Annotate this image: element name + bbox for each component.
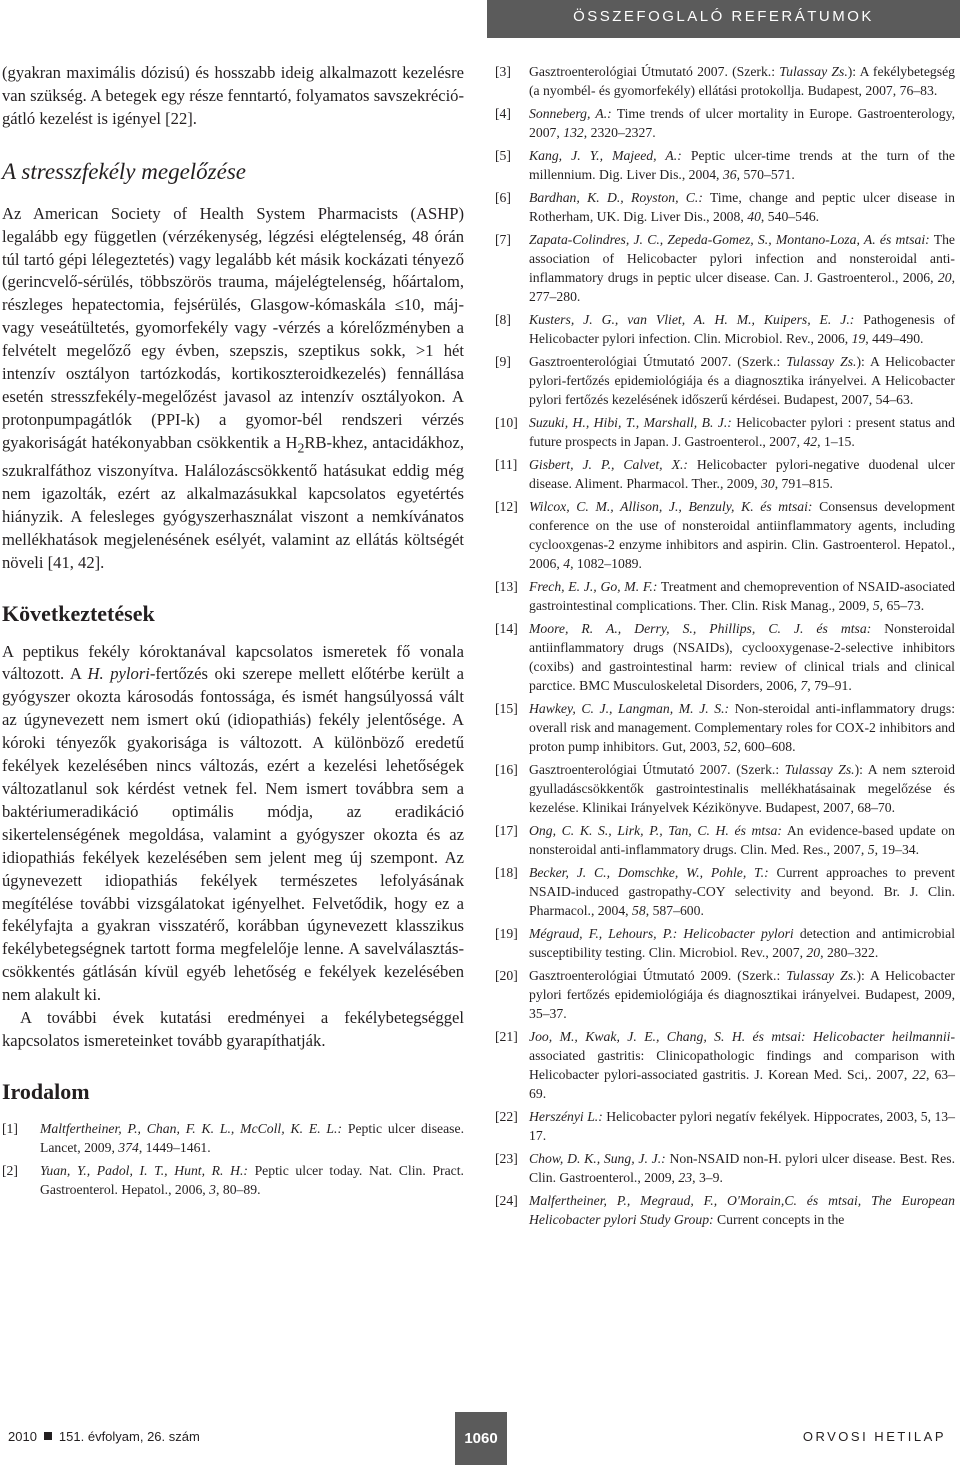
reference-number: [10]: [495, 415, 518, 430]
reference-number: [20]: [495, 968, 518, 983]
reference-number: [8]: [495, 312, 511, 327]
subscript: 2: [297, 440, 305, 456]
footer-year: 2010: [8, 1429, 37, 1444]
section-title-references: Irodalom: [2, 1078, 90, 1104]
reference-text: Consensus development conference on the use of nonsteroidal antiinflammatory agents, including cyclooxgenas-2 enzyme inhibitors and aspirin. Clin. Gastroenterol. Hepatol., 2006,: [529, 499, 955, 571]
reference-number: [19]: [495, 926, 518, 941]
reference-number: [13]: [495, 579, 518, 594]
reference-item: [495, 62, 955, 100]
reference-authors: Bardhan, K. D., Royston, C.:: [529, 190, 703, 205]
reference-item: [495, 104, 955, 142]
reference-text: Helicobacter pylori negatív fekélyek. Hippocrates, 2003, 5, 13–17.: [529, 1109, 955, 1143]
reference-text: Current concepts in the: [713, 1212, 845, 1227]
reference-prefix: Gasztroenterológiai Útmutató 2007. (Szerk.:: [529, 762, 785, 777]
reference-text: Pathogenesis of Helicobacter pylori infection. Clin. Microbiol. Rev., 2006,: [529, 312, 956, 346]
reference-volume: 3: [209, 1181, 216, 1197]
reference-number: [24]: [495, 1193, 518, 1208]
reference-authors: Sonneberg, A.:: [529, 106, 612, 121]
page-footer: [0, 1412, 960, 1465]
reference-text: The association of Helicobacter pylori infection and nonsteroidal anti-inflammatory drugs in peptic ulcer disease. Can. J. Gastroenterol., 2006,: [529, 232, 955, 285]
reference-item: [495, 966, 955, 1023]
section-header-title: ÖSSZEFOGLALÓ REFERÁTUMOK: [573, 8, 874, 25]
reference-authors: Kusters, J. G., van Vliet, A. H. M., Kuipers, E. J.:: [529, 312, 855, 327]
reference-text: Non-steroidal anti-inflammatory drugs: overall risk and management. Complementary roles for COX-2 inhibitors and proton pump inhibitors. Gut, 2003,: [529, 701, 955, 754]
reference-list-left: [2, 1119, 464, 1199]
reference-number: [11]: [495, 457, 518, 472]
reference-volume: 20: [806, 945, 821, 960]
reference-pages: , 65–73.: [879, 598, 925, 613]
reference-item: [495, 924, 955, 962]
reference-item: [495, 863, 955, 920]
reference-authors: Chow, D. K., Sung, J. J.:: [529, 1151, 666, 1166]
reference-pages: , 449–490.: [865, 331, 924, 346]
reference-prefix: Gasztroenterológiai Útmutató 2007. (Szerk.:: [529, 64, 780, 79]
reference-volume: 4: [563, 556, 571, 571]
reference-volume: 132: [563, 125, 584, 140]
reference-volume: 36: [722, 167, 737, 182]
reference-volume: 23: [678, 1170, 693, 1185]
reference-pages: , 540–546.: [760, 209, 820, 224]
reference-authors: Becker, J. C., Domschke, W., Pohle, T.:: [529, 865, 769, 880]
reference-text: Current approaches to prevent NSAID-induced gastropathy-COY selectivity and beyond. Br. J. Clin. Pharmacol., 2004,: [529, 865, 955, 918]
page-number: 1060: [455, 1412, 507, 1465]
reference-text: -associated gastritis: Clinicopathologic findings and comparison with Helicobacter pylori-associated gastritis. J. Korean Med. Sci,. 2007,: [529, 1029, 955, 1082]
reference-number: [17]: [495, 823, 518, 838]
reference-number: [22]: [495, 1109, 518, 1124]
section-title-conclusions: Következtetések: [2, 600, 155, 626]
reference-item: [495, 352, 955, 409]
reference-text: ): A Helicobacter pylori fertőzés epidemiológiája és diagnosztikai irányelvei. Budapest, 2009, 35–37.: [529, 968, 955, 1021]
reference-text: Time trends of ulcer mortality in Europe. Gastroenterology, 2007,: [529, 106, 955, 140]
reference-item: [495, 188, 955, 226]
reference-authors: Mégraud, F., Lehours, P.: Helicobacter pylori: [529, 926, 794, 941]
reference-authors: Ong, C. K. S., Lirk, P., Tan, C. H. és mtsa:: [529, 823, 782, 838]
section-title-stress-ulcer: A stresszfekély megelőzése: [2, 158, 246, 184]
reference-pages: , 19–34.: [874, 842, 920, 857]
conclusions-paragraph: [2, 641, 464, 1008]
reference-item: [495, 146, 955, 184]
reference-number: [18]: [495, 865, 518, 880]
reference-text: Peptic ulcer today. Nat. Clin. Pract. Gastroenterol. Hepatol., 2006,: [40, 1162, 464, 1197]
left-column: [2, 62, 464, 1203]
reference-list-right: [495, 62, 955, 1229]
right-column: [495, 62, 955, 1233]
reference-item: [495, 1191, 955, 1229]
reference-volume: 5: [867, 842, 875, 857]
reference-authors: Kang, J. Y., Majeed, A.:: [529, 148, 682, 163]
reference-volume: 374: [118, 1139, 139, 1155]
reference-pages: , 600–608.: [737, 739, 796, 754]
reference-authors: Tulassay Zs.: [786, 968, 857, 983]
reference-pages: , 570–571.: [736, 167, 795, 182]
reference-item: [495, 497, 955, 573]
reference-item: [495, 230, 955, 306]
conclusions-text-b: -fertőzés oki szerepe mellett előtérbe került a gyógyszer okozta károsodás fontossága, és ismét hangsúlyossá vált az úgynevezett nem ismert okú (idiopathiás) fekély jelentősége. A kóroki tényezők gyakorisága is változott. A különböző eredetű fekélyek kezelésében nincs változás, ezért a kezelési lehetőségek változatlanul sok kérdést vetnek fel. Nem ismert továbbra sem a baktériumeradikáció optimális módja, az eradikáció sikertelenségének megoldása, valamint a gyógyszer okozta és az idiopathiás fekélyek kezelésében sem jelent meg új szempont. Az úgynevezett idiopathiás fekélyek természetes lefolyásának megítélése további vizsgálatokat igényelhet. Felvetődik, hogy ez a fekélyfajta a gyakran visszatérő, korábban úgynevezett klasszikus fekélybetegségnek tartott forma megfelelője lenne. A savelválasztás-csökkentés gátlásán kívül egyéb lehetőség e fekélyek kezelésében nem alakult ki.: [2, 664, 464, 1005]
reference-authors: Herszényi L.:: [529, 1109, 603, 1124]
reference-authors: Joo, M., Kwak, J. E., Chang, S. H. és mtsai: Helicobacter heilmannii: [529, 1029, 951, 1044]
reference-volume: 19: [851, 331, 866, 346]
reference-item: [495, 1149, 955, 1187]
reference-authors: Yuan, Y., Padol, I. T., Hunt, R. H.:: [40, 1162, 248, 1178]
reference-pages: , 1082–1089.: [570, 556, 642, 571]
reference-pages: , 280–322.: [820, 945, 879, 960]
footer-issue-info: [8, 1429, 200, 1444]
reference-volume: 58: [632, 903, 646, 918]
reference-text: An evidence-based update on nonsteroidal anti-inflammatory drugs. Clin. Med. Res., 2007,: [529, 823, 955, 857]
reference-item: [495, 1027, 955, 1103]
reference-prefix: Gasztroenterológiai Útmutató 2007. (Szerk.:: [529, 354, 787, 369]
stress-ulcer-paragraph: [2, 203, 464, 575]
reference-pages: , 80–89.: [216, 1181, 261, 1197]
reference-item: [495, 413, 955, 451]
reference-number: [14]: [495, 621, 518, 636]
reference-number: [6]: [495, 190, 511, 205]
reference-number: [16]: [495, 762, 518, 777]
reference-text: Peptic ulcer-time trends at the turn of the millennium. Dig. Liver Dis., 2004,: [529, 148, 955, 182]
footer-issue: 151. évfolyam, 26. szám: [58, 1429, 200, 1444]
reference-prefix: Gasztroenterológiai Útmutató 2009. (Szerk.:: [529, 968, 787, 983]
reference-pages: , 587–600.: [645, 903, 704, 918]
conclusions-paragraph-2: A további évek kutatási eredményei a fekélybetegséggel kapcsolatos ismereteinket tovább gyarapíthatják.: [2, 1008, 464, 1050]
reference-pages: , 63–69.: [529, 1067, 955, 1101]
reference-item: [495, 577, 955, 615]
reference-text: ): A Helicobacter pylori-fertőzés epidemiológiája és a diagnosztika irányelvei. A Helicobacter pylori fertőzés kezelésének időszerű kérdései. Budapest, 2007, 54–63.: [529, 354, 955, 407]
reference-number: [23]: [495, 1151, 518, 1166]
reference-authors: Moore, R. A., Derry, S., Phillips, C. J. és mtsa:: [529, 621, 872, 636]
reference-volume: 40: [747, 209, 761, 224]
reference-text: Nonsteroidal antiinflammatory drugs (NSAIDs), cyclooxygenase-2-selective inhibitors (coxibs) and gastrointestinal harm: review of clinical trials and clinical parctice. BMC Musculoskeletal Disorders, 2006,: [529, 621, 955, 693]
reference-volume: 30: [761, 476, 775, 491]
page-header: [0, 0, 960, 38]
reference-pages: , 277–280.: [529, 270, 955, 304]
reference-volume: 42: [803, 434, 818, 449]
reference-volume: 5: [872, 598, 880, 613]
reference-pages: , 79–91.: [807, 678, 852, 693]
stress-ulcer-text-b: RB-khez, antacidákhoz, szukralfáthoz viszonyítva. Halálozáscsökkentő hatásukat eddig még nem igazolták, ezért az alkalmazásukkal kapcsolatos egyetértés hiányzik. A felesleges gyógyszerhasználat viszont a nemkívánatos mellékhatások megjelenésének esélyét, valamint az ellátás költségét növeli [41, 42].: [2, 432, 464, 572]
reference-number: [21]: [495, 1029, 518, 1044]
reference-number: [4]: [495, 106, 511, 121]
reference-volume: 20: [937, 270, 952, 285]
intro-paragraph: (gyakran maximális dózisú) és hosszabb ideig alkalmazott kezelésre van szükség. A betegek egy része fenntartó, folyamatos savszekréció-gátló kezelést is igényel [22].: [2, 63, 464, 128]
reference-authors: Frech, E. J., Go, M. F.:: [529, 579, 658, 594]
reference-item: [495, 699, 955, 756]
reference-text: Time, change and peptic ulcer disease in Rotherham, UK. Dig. Liver Dis., 2008,: [529, 190, 955, 224]
reference-pages: , 3–9.: [692, 1170, 723, 1185]
conclusions-text-a: A peptikus fekély kóroktanával kapcsolatos ismeretek fő vonala változott. A: [2, 641, 464, 684]
reference-pages: , 1449–1461.: [138, 1139, 211, 1155]
reference-authors: Malfertheiner, P., Megraud, F., O'Morain,C. és mtsai, The European Helicobacter pylori Study Group:: [529, 1193, 955, 1227]
reference-text: detection and antimicrobial susceptibility testing. Clin. Microbiol. Rev., 2007,: [529, 926, 955, 960]
reference-number: [15]: [495, 701, 518, 716]
reference-number: [5]: [495, 148, 511, 163]
reference-pages: , 2320–2327.: [583, 125, 656, 140]
reference-text: ): A fekélybetegség (a nyombél- és gyomorfekély) ellátási protokollja. Budapest, 2007, 76–83.: [529, 64, 955, 98]
reference-number: [12]: [495, 499, 518, 514]
reference-number: [2]: [2, 1162, 18, 1178]
reference-text: ): A nem szteroid gyulladáscsökkentők gastrointestinalis mellékhatásainak megelőzése és kezelése. Klinikai Irányelvek Kézikönyve. Budapest, 2007, 68–70.: [529, 762, 955, 815]
reference-authors: Suzuki, H., Hibi, T., Marshall, B. J.:: [529, 415, 732, 430]
reference-volume: 22: [912, 1067, 926, 1082]
reference-item: [2, 1161, 464, 1199]
reference-item: [2, 1119, 464, 1157]
reference-item: [495, 455, 955, 493]
reference-text: Helicobacter pylori : present status and future prospects in Japan. J. Gastroenterol., 2007,: [529, 415, 955, 449]
reference-item: [495, 1107, 955, 1145]
reference-volume: 52: [723, 739, 738, 754]
reference-number: [3]: [495, 64, 511, 79]
reference-pages: , 1–15.: [817, 434, 855, 449]
reference-text: Treatment and chemoprevention of NSAID-asociated gastrointestinal complications. Ther. Clin. Risk Manag., 2009,: [529, 579, 955, 613]
reference-pages: , 791–815.: [774, 476, 833, 491]
reference-authors: Tulassay Zs.: [779, 64, 848, 79]
reference-text: Helicobacter pylori-negative duodenal ulcer disease. Aliment. Pharmacol. Ther., 2009,: [529, 457, 955, 491]
reference-item: [495, 760, 955, 817]
reference-text: Non-NSAID non-H. pylori ulcer disease. Best. Res. Clin. Gastroenterol., 2009,: [529, 1151, 955, 1185]
reference-volume: 7: [800, 678, 808, 693]
journal-name: ORVOSI HETILAP: [802, 1429, 946, 1444]
reference-authors: Maltfertheiner, P., Chan, F. K. L., McColl, K. E. L.:: [40, 1120, 343, 1136]
reference-number: [1]: [2, 1120, 18, 1136]
square-bullet-icon: [44, 1432, 52, 1440]
reference-authors: Hawkey, C. J., Langman, M. J. S.:: [529, 701, 730, 716]
reference-number: [7]: [495, 232, 511, 247]
conclusions-italic: H. pylori: [87, 664, 150, 684]
reference-authors: Tulassay Zs.: [786, 354, 857, 369]
reference-number: [9]: [495, 354, 511, 369]
reference-authors: Gisbert, J. P., Calvet, X.:: [529, 457, 688, 472]
stress-ulcer-text-a: Az American Society of Health System Pharmacists (ASHP) legalább egy független (vérzékenység, légzési elégtelenség, 48 órán túl tartó gépi lélegeztetés) vagy legalább két másik kockázati tényező (gerincvelő-sérülés, többszörös trauma, májelégtelenség, hőártalom, részleges hepatectomia, fejsérülés, Glasgow-kómaskála ≤10, máj- vagy veseátültetés, gyomorfekély vagy -vérzés a kórelőzményben a felvételt megelőző egy évben, szepszis, szeptikus sokk, >1 hét intenzív osztályon tartózkodás, kortikoszteroidkezelés) fennállása esetén stresszfekély-megelőzést javasol az intenzív osztályokon. A protonpumpagátlók (PPI-k) a gyomor-bél rendszeri vérzés gyakoriságát hatékonyabban csökkentik a H: [2, 203, 464, 452]
reference-text: Peptic ulcer disease. Lancet, 2009,: [40, 1120, 464, 1155]
reference-authors: Tulassay Zs.: [784, 762, 855, 777]
reference-item: [495, 619, 955, 695]
reference-item: [495, 821, 955, 859]
reference-item: [495, 310, 955, 348]
reference-authors: Zapata-Colindres, J. C., Zepeda-Gomez, S., Montano-Loza, A. és mtsai:: [529, 232, 930, 247]
reference-authors: Wilcox, C. M., Allison, J., Benzuly, K. és mtsai:: [529, 499, 813, 514]
